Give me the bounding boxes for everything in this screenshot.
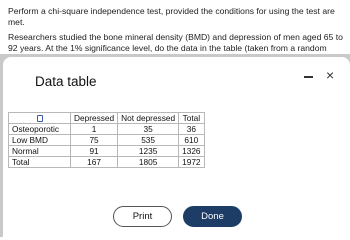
table-row xyxy=(9,157,205,168)
row-label: Osteoporotic xyxy=(9,124,71,135)
row-label: Low BMD xyxy=(9,135,71,146)
table-cell: 36 xyxy=(179,124,204,135)
column-header: Total xyxy=(179,113,204,124)
table-cell: 1972 xyxy=(179,157,204,168)
table-cell: 535 xyxy=(118,135,179,146)
data-table-dialog xyxy=(3,57,350,237)
dialog-title: Data table xyxy=(35,74,97,89)
data-table xyxy=(8,112,205,168)
close-icon[interactable]: × xyxy=(326,67,335,83)
table-cell: 1 xyxy=(71,124,118,135)
table-row xyxy=(9,146,205,157)
table-row xyxy=(9,135,205,146)
print-button[interactable]: Print xyxy=(113,206,172,227)
question-line-2: Researchers studied the bone mineral density (BMD) and depression of men aged 65 to 92 years. At the 1% significance level, do the data in the table (taken from a random xyxy=(8,32,343,53)
table-cell: 1235 xyxy=(118,146,179,157)
table-corner-cell[interactable] xyxy=(9,113,71,124)
table-cell: 167 xyxy=(71,157,118,168)
minimize-icon[interactable] xyxy=(304,76,313,78)
table-cell: 610 xyxy=(179,135,204,146)
column-header: Not depressed xyxy=(118,113,179,124)
table-cell: 1805 xyxy=(118,157,179,168)
table-cell: 1326 xyxy=(179,146,204,157)
done-button[interactable]: Done xyxy=(183,206,242,227)
question-line-1: Perform a chi-square independence test, provided the conditions for using the test are met. xyxy=(8,6,335,27)
copy-icon[interactable] xyxy=(37,115,43,122)
table-cell: 75 xyxy=(71,135,118,146)
table-header-row xyxy=(9,113,205,124)
row-label: Normal xyxy=(9,146,71,157)
column-header: Depressed xyxy=(71,113,118,124)
table-cell: 91 xyxy=(71,146,118,157)
table-cell: 35 xyxy=(118,124,179,135)
table-row xyxy=(9,124,205,135)
row-label: Total xyxy=(9,157,71,168)
